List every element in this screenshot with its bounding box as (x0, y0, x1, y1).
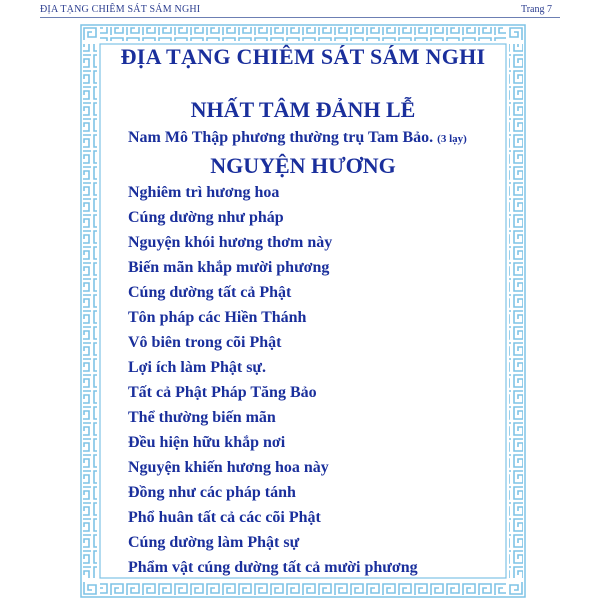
running-header (40, 0, 560, 18)
verse-line: Thể thường biến mãn (128, 409, 276, 426)
invocation-text: Nam Mô Thập phương thường trụ Tam Bảo. (128, 129, 434, 146)
verse-line: Cúng dường tất cả Phật (128, 284, 292, 301)
verse-list (128, 180, 418, 580)
running-header-title: ĐỊA TẠNG CHIÊM SÁT SÁM NGHI (40, 4, 201, 15)
document-title: ĐỊA TẠNG CHIÊM SÁT SÁM NGHI (120, 44, 486, 69)
page-content (78, 22, 528, 600)
verse-line: Phổ huân tất cả các cõi Phật (128, 509, 321, 526)
verse-line: Nguyện khiến hương hoa này (128, 459, 329, 476)
subsection-title: NGUYỆN HƯƠNG (210, 153, 396, 178)
verse-line: Đều hiện hữu khắp nơi (128, 434, 286, 451)
verse-line: Phẩm vật cúng dường tất cả mười phương (128, 559, 418, 576)
verse-line: Nguyện khói hương thơm này (128, 234, 333, 251)
section-title: NHẤT TÂM ĐẢNH LỄ (190, 97, 416, 122)
invocation-note: (3 lạy) (437, 133, 467, 145)
verse-line: Đồng như các pháp tánh (128, 484, 296, 501)
verse-line: Lợi ích làm Phật sự. (128, 359, 267, 376)
verse-line: Nghiêm trì hương hoa (128, 184, 280, 201)
verse-line: Cúng dường làm Phật sự (128, 534, 300, 551)
verse-line: Biến mãn khắp mười phương (128, 259, 330, 276)
verse-line: Tôn pháp các Hiền Thánh (128, 309, 307, 326)
invocation-line (128, 129, 467, 147)
verse-line: Cúng dường như pháp (128, 209, 284, 226)
page-number: Trang 7 (520, 4, 552, 15)
verse-line: Tất cả Phật Pháp Tăng Bảo (128, 384, 317, 401)
header-rule (40, 17, 560, 18)
verse-line: Vô biên trong cõi Phật (128, 334, 282, 351)
